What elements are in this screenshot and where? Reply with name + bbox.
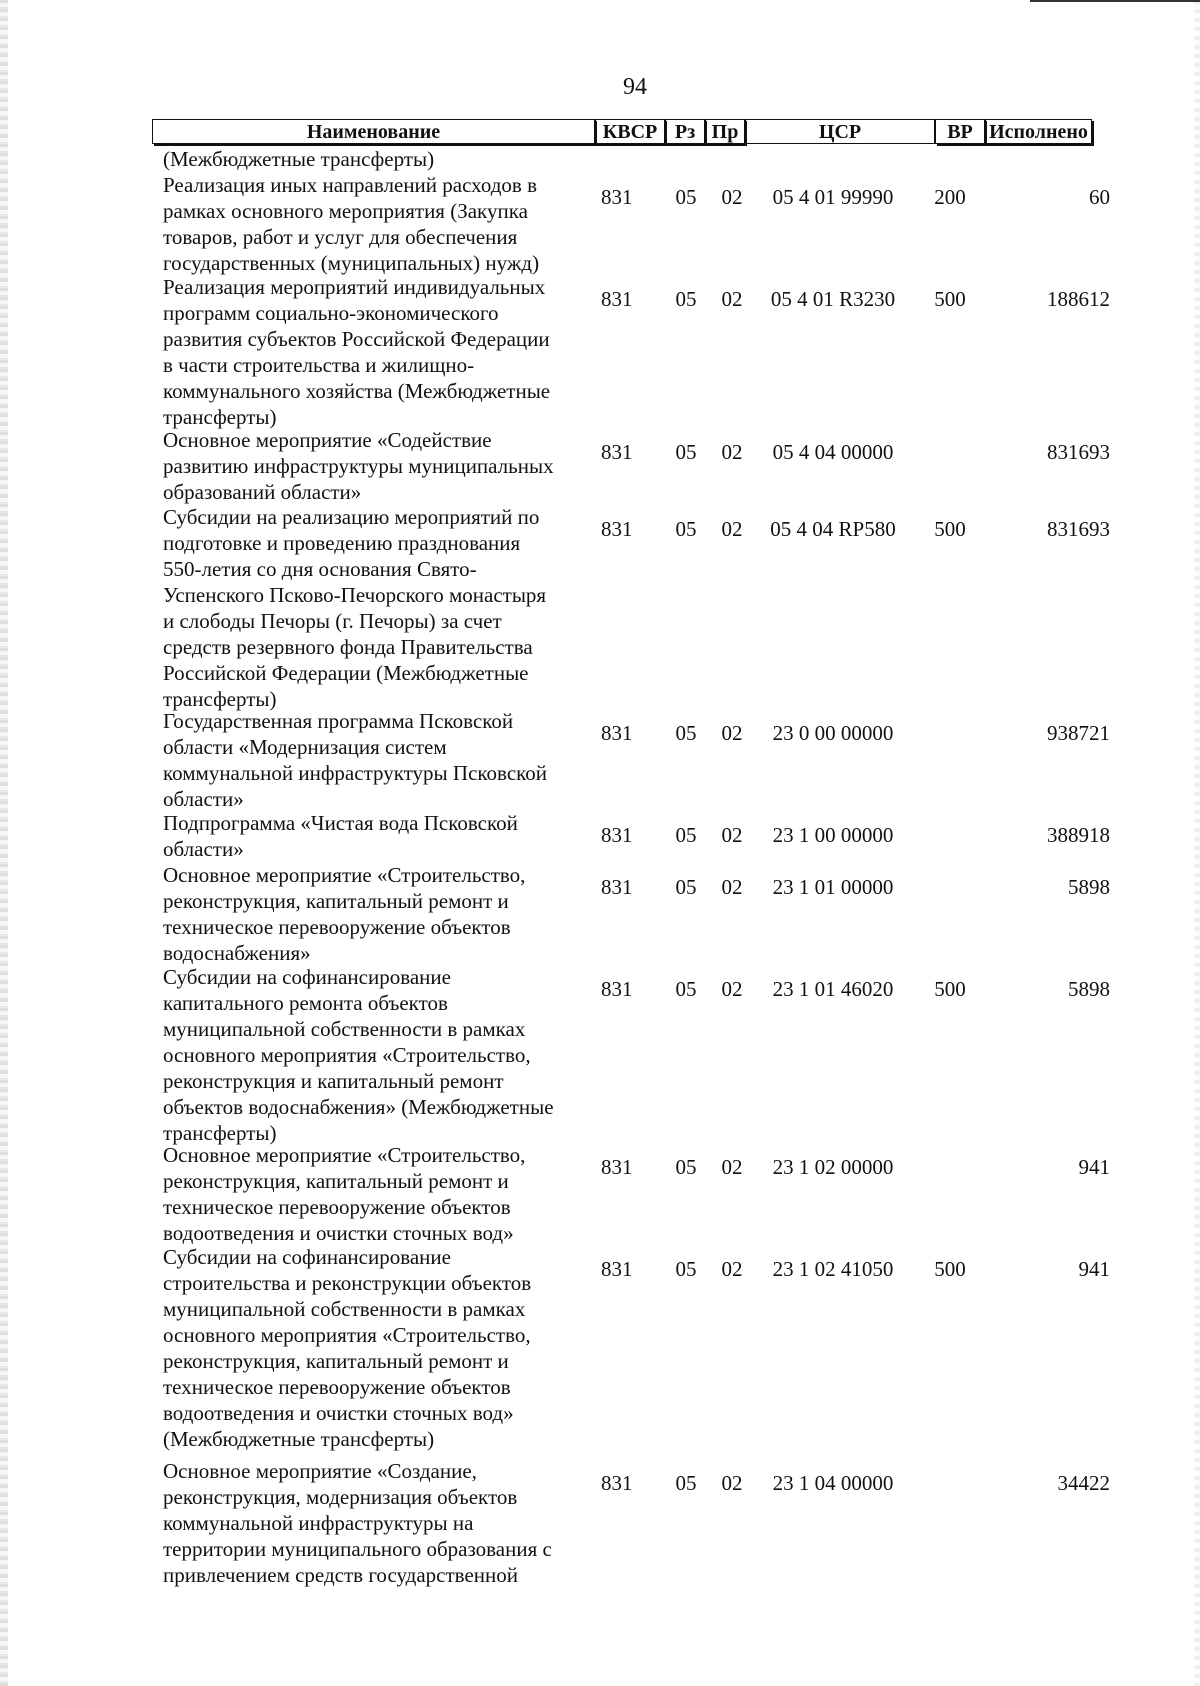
row-csr: 23 1 02 41050 xyxy=(772,1257,894,1281)
row-csr: 23 1 00 00000 xyxy=(772,823,894,847)
row-pr: 02 xyxy=(721,287,743,311)
scan-edge-left xyxy=(0,0,8,1686)
row-csr: 23 1 01 00000 xyxy=(772,875,894,899)
header-kvsr: КВСР xyxy=(595,119,665,144)
table-header xyxy=(152,119,1092,146)
row-kvsr: 831 xyxy=(601,440,633,464)
row-name: Основное мероприятие «Строительство, реконструкция, капитальный ремонт и техническое перевооружение объектов водоотведения и очистки сточных вод» xyxy=(163,1143,526,1245)
row-kvsr: 831 xyxy=(601,823,633,847)
row-done: 60 xyxy=(1089,185,1110,209)
row-done: 5898 xyxy=(1068,875,1110,899)
header-rz: Рз xyxy=(665,119,705,144)
row-name: Основное мероприятие «Строительство, реконструкция, капитальный ремонт и техническое перевооружение объектов водоснабжения» xyxy=(163,863,526,965)
row-name: Субсидии на софинансирование строительства и реконструкции объектов муниципальной собственности в рамках основного мероприятия «Строительство, реконструкция, капитальный ремонт и техническое перевооружение объектов водоотведения и очистки сточных вод» (Межбюджетные трансферты) xyxy=(163,1245,532,1451)
header-vr: ВР xyxy=(935,119,985,144)
row-pr: 02 xyxy=(721,517,743,541)
row-name: Субсидии на реализацию мероприятий по подготовке и проведению празднования 550-летия со дня основания Свято- Успенского Псково-Печорского монастыря и слободы Печоры (г. Печоры) за счет средств резервного фонда Правительства Российской Федерации (Межбюджетные трансферты) xyxy=(163,505,547,711)
row-name: (Межбюджетные трансферты) xyxy=(163,147,435,171)
header-csr: ЦСР xyxy=(745,119,935,144)
row-rz: 05 xyxy=(675,721,697,745)
row-pr: 02 xyxy=(721,185,743,209)
header-name: Наименование xyxy=(152,119,595,144)
row-kvsr: 831 xyxy=(601,1257,633,1281)
row-name: Основное мероприятие «Создание, реконструкция, модернизация объектов коммунальной инфраструктуры на территории муниципального образования с привлечением средств государственной xyxy=(163,1459,552,1587)
row-pr: 02 xyxy=(721,1155,743,1179)
row-csr: 05 4 01 99990 xyxy=(772,185,894,209)
row-done: 388918 xyxy=(1047,823,1110,847)
row-rz: 05 xyxy=(675,440,697,464)
row-csr: 23 1 02 00000 xyxy=(772,1155,894,1179)
row-rz: 05 xyxy=(675,1155,697,1179)
row-rz: 05 xyxy=(675,517,697,541)
row-csr: 23 0 00 00000 xyxy=(772,721,894,745)
row-name: Реализация иных направлений расходов в рамках основного мероприятия (Закупка товаров, работ и услуг для обеспечения государственных (муниципальных) нужд) xyxy=(163,173,540,275)
page-number: 94 xyxy=(623,74,647,100)
row-pr: 02 xyxy=(721,823,743,847)
row-pr: 02 xyxy=(721,1471,743,1495)
row-kvsr: 831 xyxy=(601,721,633,745)
row-kvsr: 831 xyxy=(601,1155,633,1179)
row-kvsr: 831 xyxy=(601,1471,633,1495)
header-done: Исполнено xyxy=(985,119,1092,144)
row-done: 938721 xyxy=(1047,721,1110,745)
row-name: Субсидии на софинансирование капитального ремонта объектов муниципальной собственности в рамках основного мероприятия «Строительство, реконструкция и капитальный ремонт объектов водоснабжения» (Межбюджетные трансферты) xyxy=(163,965,554,1145)
row-rz: 05 xyxy=(675,1471,697,1495)
row-name: Подпрограмма «Чистая вода Псковской области» xyxy=(163,811,518,861)
row-done: 941 xyxy=(1078,1155,1110,1179)
row-csr: 05 4 04 00000 xyxy=(772,440,894,464)
row-rz: 05 xyxy=(675,823,697,847)
row-rz: 05 xyxy=(675,287,697,311)
row-name: Основное мероприятие «Содействие развитию инфраструктуры муниципальных образований области» xyxy=(163,428,554,504)
row-csr: 05 4 01 R3230 xyxy=(770,287,896,311)
row-kvsr: 831 xyxy=(601,185,633,209)
top-rule-line xyxy=(1030,0,1200,2)
row-csr: 23 1 04 00000 xyxy=(772,1471,894,1495)
row-vr: 200 xyxy=(934,185,966,209)
row-done: 34422 xyxy=(1057,1471,1110,1495)
row-vr: 500 xyxy=(934,287,966,311)
header-pr: Пр xyxy=(705,119,745,144)
row-done: 188612 xyxy=(1047,287,1110,311)
row-csr: 05 4 04 RP580 xyxy=(770,517,896,541)
scan-edge-right xyxy=(1194,0,1200,1686)
row-rz: 05 xyxy=(675,977,697,1001)
row-vr: 500 xyxy=(934,517,966,541)
row-vr: 500 xyxy=(934,1257,966,1281)
row-name: Реализация мероприятий индивидуальных программ социально-экономического развития субъектов Российской Федерации в части строительства и жилищно- коммунального хозяйства (Межбюджетные трансферты) xyxy=(163,275,551,429)
row-vr: 500 xyxy=(934,977,966,1001)
row-pr: 02 xyxy=(721,875,743,899)
row-done: 831693 xyxy=(1047,517,1110,541)
row-done: 5898 xyxy=(1068,977,1110,1001)
row-pr: 02 xyxy=(721,440,743,464)
row-kvsr: 831 xyxy=(601,977,633,1001)
row-pr: 02 xyxy=(721,977,743,1001)
row-rz: 05 xyxy=(675,185,697,209)
row-pr: 02 xyxy=(721,721,743,745)
row-done: 831693 xyxy=(1047,440,1110,464)
row-done: 941 xyxy=(1078,1257,1110,1281)
row-kvsr: 831 xyxy=(601,287,633,311)
row-kvsr: 831 xyxy=(601,875,633,899)
row-csr: 23 1 01 46020 xyxy=(772,977,894,1001)
row-pr: 02 xyxy=(721,1257,743,1281)
row-name: Государственная программа Псковской области «Модернизация систем коммунальной инфраструктуры Псковской области» xyxy=(163,709,548,811)
row-rz: 05 xyxy=(675,875,697,899)
row-kvsr: 831 xyxy=(601,517,633,541)
row-rz: 05 xyxy=(675,1257,697,1281)
